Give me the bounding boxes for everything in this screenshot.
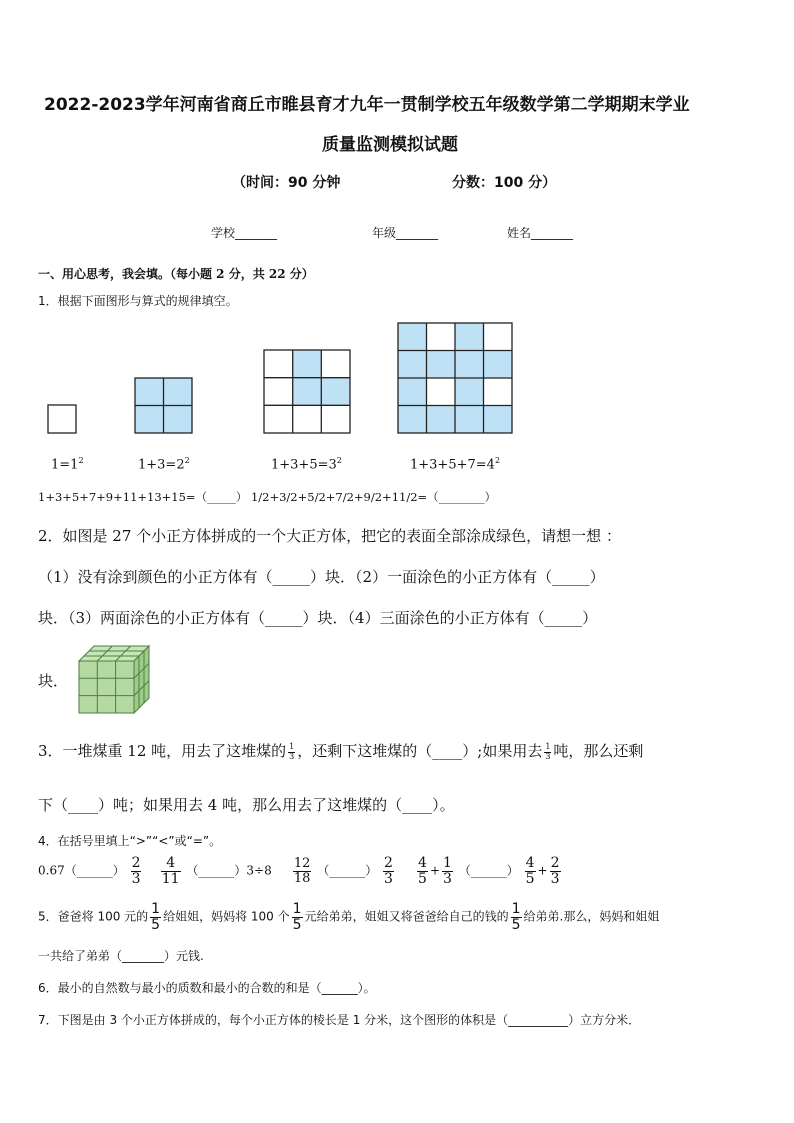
q4-row: 0.67（______） $\frac{2}{3}$ $\frac{4}{11}$ （______）3÷8 $\frac{12}{18}$ （______） $\frac{2}{3}$ $\frac{4}{5}$ + $\frac{1}{3}$ （______） $\frac{4}{5}$ + $\frac{2}{3}$ (38, 855, 560, 887)
exam-time: （时间：90 分钟 (232, 175, 341, 191)
grid-3x3 (264, 350, 350, 433)
q1-grid-figures (0, 0, 794, 473)
grade-field: 年级_______ (372, 226, 439, 240)
title-line-1: 2022-2023学年河南省商丘市睢县育才九年一贯制学校五年级数学第二学期期末学业 (44, 95, 690, 115)
q1-text: 1．根据下面图形与算式的规律填空。 (38, 294, 238, 308)
q6-text: 6．最小的自然数与最小的质数和最小的合数的和是（______）。 (38, 981, 376, 995)
q3-frac-2: $\frac{1}{3}$ (545, 742, 551, 761)
q4-text: 4．在括号里填上“>”“<”或“=”。 (38, 834, 222, 848)
q1-label-3: $1+3+5=3^2$ (271, 456, 342, 473)
q2-line-4: 块． (38, 672, 69, 690)
green-cube-figure (78, 645, 154, 715)
q1-label-4: $1+3+5+7=4^2$ (410, 456, 501, 473)
q3-frac-1: $\frac{1}{3}$ (289, 742, 295, 761)
q1-label-1: $1=1^2$ (51, 456, 84, 473)
q2-line-3: 块．（3）两面涂色的小正方体有（_____）块．（4）三面涂色的小正方体有（_____） (38, 609, 598, 627)
section-heading: 一、用心思考，我会填。（每小题 2 分，共 22 分） (38, 267, 314, 281)
grid-2x2 (135, 378, 192, 433)
exam-score: 分数：100 分） (452, 175, 557, 191)
q5-line-2: 一共给了弟弟（_______）元钱. (38, 949, 204, 963)
school-field: 学校_______ (211, 226, 278, 240)
q2-line-1: 2．如图是 27 个小正方体拼成的一个大正方体，把它的表面全部涂成绿色，请想一想 ： (38, 527, 621, 545)
q3-line-2: 下（____）吨；如果用去 4 吨，那么用去了这堆煤的（____）。 (38, 796, 455, 814)
q3-line-1: 3．一堆煤重 12 吨，用去了这堆煤的 $\frac{1}{3}$ ，还剩下这堆煤的（____）;如果用去 $\frac{1}{3}$ 吨，那么还剩 (38, 742, 644, 761)
grid-1x1 (48, 405, 76, 433)
q5-line-1: 5．爸爸将 100 元的 $\frac{1}{5}$ 给姐姐，妈妈将 100 个 $\frac{1}{5}$ 元给弟弟，姐姐又将爸爸给自己的钱的 $\frac{1}{5}$ 给弟弟.那么，妈妈和姐姐 (38, 901, 660, 933)
grid-4x4 (398, 323, 512, 433)
name-field: 姓名_______ (507, 226, 574, 240)
title-line-2: 质量监测模拟试题 (322, 135, 458, 155)
q1-fill-line: 1+3+5+7+9+11+13+15=（_____） 1/2+3/2+5/2+7/2+9/2+11/2=（________） (38, 490, 497, 504)
q2-line-2: （1）没有涂到颜色的小正方体有（_____）块．（2）一面涂色的小正方体有（_____） (38, 568, 605, 586)
q7-text: 7．下图是由 3 个小正方体拼成的，每个小正方体的棱长是 1 分米，这个图形的体积是（__________）立方分米． (38, 1013, 641, 1027)
q1-label-2: $1+3=2^2$ (138, 456, 190, 473)
